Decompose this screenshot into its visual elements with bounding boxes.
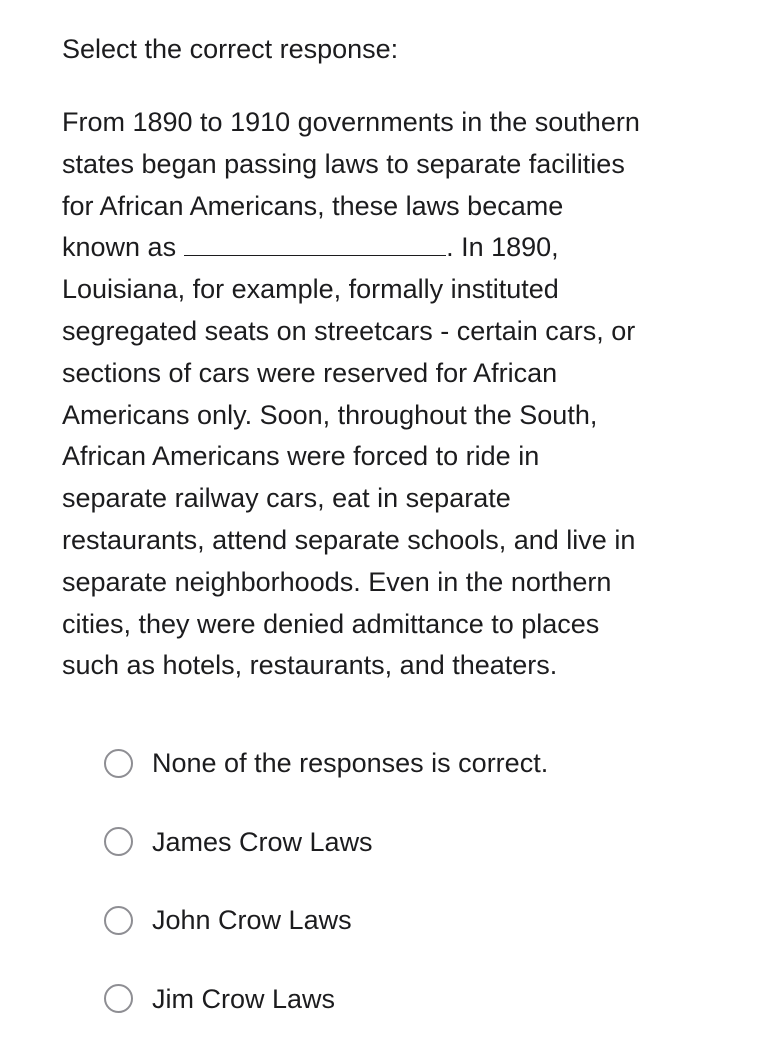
answer-options — [104, 738, 548, 1052]
question-line: separate neighborhoods. Even in the northern — [62, 566, 612, 597]
question-line-end: . In 1890, — [446, 232, 559, 263]
option-label[interactable]: James Crow Laws — [152, 826, 373, 857]
question-line: states began passing laws to separate facilities — [62, 148, 625, 179]
question-text — [62, 102, 752, 687]
option-label[interactable]: None of the responses is correct. — [152, 748, 549, 778]
question-line: Americans only. Soon, throughout the South, — [62, 399, 598, 430]
answer-blank — [184, 254, 446, 256]
radio-button[interactable] — [104, 749, 133, 778]
option-none-correct[interactable] — [104, 738, 548, 788]
question-line-with-blank — [62, 227, 752, 269]
radio-button[interactable] — [104, 827, 133, 856]
option-label[interactable]: Jim Crow Laws — [152, 983, 336, 1014]
question-line: such as hotels, restaurants, and theaters. — [62, 650, 558, 681]
question-line: African Americans were forced to ride in — [62, 441, 540, 472]
question-line: sections of cars were reserved for African — [62, 357, 558, 388]
question-line-start: known as — [62, 232, 177, 263]
question-line: From 1890 to 1910 governments in the southern — [62, 107, 640, 137]
option-label[interactable]: John Crow Laws — [152, 905, 352, 935]
question-line: restaurants, attend separate schools, and live in — [62, 524, 636, 555]
option-jim-crow-laws[interactable] — [104, 974, 548, 1024]
question-line: Louisiana, for example, formally instituted — [62, 274, 559, 305]
radio-button[interactable] — [104, 906, 133, 935]
question-line: for African Americans, these laws became — [62, 190, 564, 221]
instruction-text: Select the correct response: — [62, 34, 399, 64]
option-james-crow-laws[interactable] — [104, 817, 548, 867]
option-john-crow-laws[interactable] — [104, 895, 548, 945]
question-line: separate railway cars, eat in separate — [62, 483, 511, 514]
radio-button[interactable] — [104, 984, 133, 1013]
question-line: segregated seats on streetcars - certain cars, or — [62, 315, 636, 346]
question-line: cities, they were denied admittance to places — [62, 608, 600, 639]
